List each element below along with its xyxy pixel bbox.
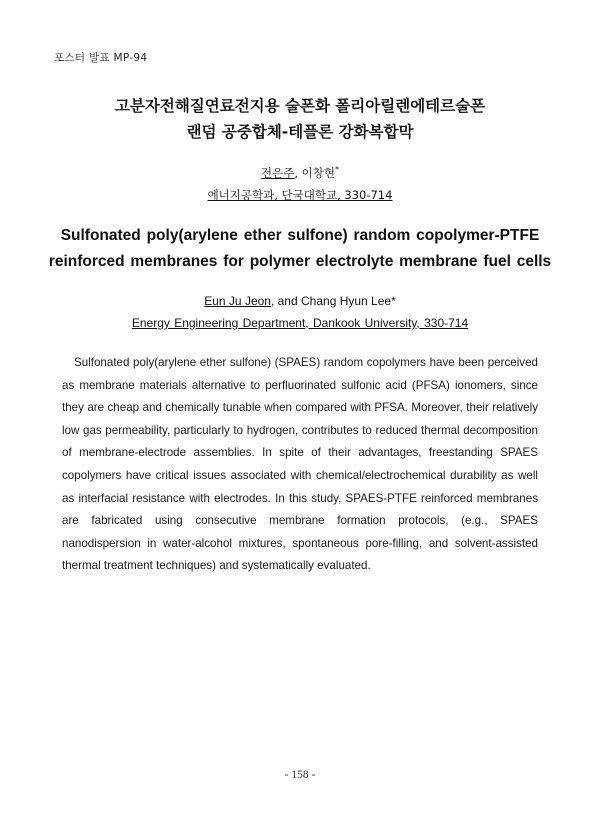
- korean-author-separator: ,: [294, 166, 302, 180]
- abstract-paragraph: Sulfonated poly(arylene ether sulfone) (SPAES) random copolymers have been perceived as membrane materials alternative to perfluorinated sulfonic acid (PFSA) ionomers, since they are cheap and chemically tunable when compared with PFSA. Moreover, their relatively low gas permeability, particularly to hydrogen, contributes to reduced thermal decomposition of membrane-electrode assemblies. In spite of their advantages, freestanding SPAES copolymers have critical issues associated with chemical/electrochemical durability as well as interfacial resistance with electrodes. In this study, SPAES-PTFE reinforced membranes are fabricated using consecutive membrane formation protocols, (e.g., SPAES nanodispersion in water-alcohol mixtures, spontaneous pore-filling, and solvent-assisted thermal treatment techniques) and systematically evaluated.: [62, 356, 538, 573]
- korean-title-line2: 랜덤 공중합체-테플론 강화복합막: [186, 123, 414, 141]
- korean-author-1: 전은주: [261, 166, 295, 180]
- english-author-2: Chang Hyun Lee*: [301, 294, 396, 308]
- english-author-joiner: , and: [270, 294, 301, 308]
- page-number: - 158 -: [284, 769, 316, 781]
- english-title-line2: reinforced membranes for polymer electrolyte membrane fuel cells: [48, 253, 552, 270]
- english-authors: [0, 294, 600, 308]
- korean-title-line1: 고분자전해질연료전지용 술폰화 폴리아릴렌에테르술폰: [114, 97, 486, 115]
- korean-author-2: 이창현: [301, 166, 335, 180]
- session-label: 포스터 발표 MP-94: [54, 52, 148, 64]
- english-affiliation: Energy Engineering Department, Dankook University, 330-714: [131, 316, 469, 330]
- korean-authors: [0, 165, 600, 181]
- corresponding-mark: *: [334, 165, 339, 175]
- english-title-line1: Sulfonated poly(arylene ether sulfone) random copolymer-PTFE: [60, 227, 540, 244]
- english-author-1: Eun Ju Jeon: [204, 294, 271, 308]
- korean-affiliation: 에너지공학과, 단국대학교, 330-714: [207, 188, 393, 202]
